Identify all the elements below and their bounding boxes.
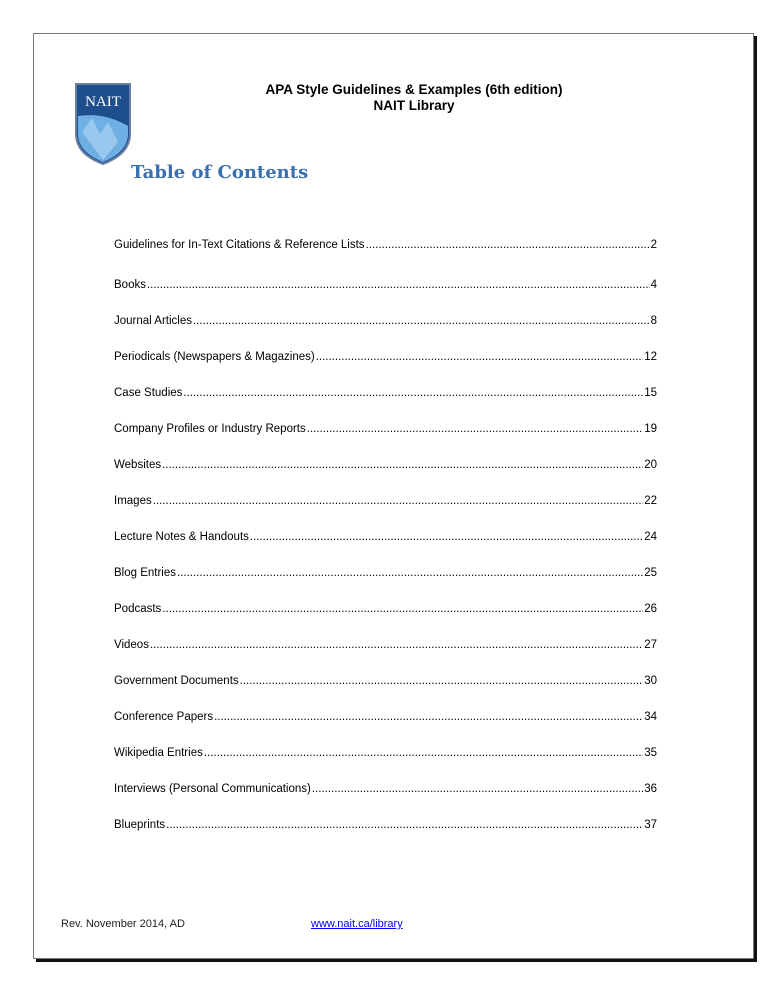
toc-leader-dots — [316, 351, 644, 363]
toc-entry-page: 19 — [644, 423, 657, 435]
toc-entry[interactable] — [114, 459, 657, 495]
toc-entry-page: 22 — [644, 495, 657, 507]
library-link[interactable]: www.nait.ca/library — [311, 918, 403, 930]
toc-entry-label: Websites — [114, 459, 162, 471]
toc-leader-dots — [162, 459, 643, 471]
toc-entry-page: 27 — [644, 639, 657, 651]
toc-entry[interactable] — [114, 387, 657, 423]
toc-leader-dots — [153, 495, 643, 507]
toc-entry-label: Interviews (Personal Communications) — [114, 783, 311, 795]
toc-entry-label: Periodicals (Newspapers & Magazines) — [114, 351, 315, 363]
toc-entry-label: Wikipedia Entries — [114, 747, 203, 759]
toc-leader-dots — [177, 567, 643, 579]
toc-entry-page: 20 — [644, 459, 657, 471]
toc-entry-page: 8 — [650, 315, 657, 327]
toc-entry-label: Guidelines for In-Text Citations & Reference Lists — [114, 239, 365, 251]
toc-entry[interactable] — [114, 675, 657, 711]
toc-leader-dots — [183, 387, 643, 399]
document-title: APA Style Guidelines & Examples (6th edition) — [265, 82, 563, 97]
toc-entry-label: Blog Entries — [114, 567, 177, 579]
toc-leader-dots — [193, 315, 650, 327]
toc-leader-dots — [162, 603, 643, 615]
toc-entry[interactable] — [114, 747, 657, 783]
toc-entry[interactable] — [114, 239, 657, 279]
toc-leader-dots — [307, 423, 643, 435]
toc-entry-label: Case Studies — [114, 387, 183, 399]
table-of-contents — [114, 239, 657, 855]
toc-entry-page: 34 — [644, 711, 657, 723]
toc-entry-page: 25 — [644, 567, 657, 579]
toc-entry-page: 12 — [644, 351, 657, 363]
svg-text:NAIT: NAIT — [85, 94, 121, 110]
toc-entry-label: Videos — [114, 639, 149, 651]
toc-entry-page: 4 — [650, 279, 657, 291]
toc-entry-label: Government Documents — [114, 675, 239, 687]
toc-entry[interactable] — [114, 495, 657, 531]
toc-entry[interactable] — [114, 423, 657, 459]
toc-entry[interactable] — [114, 603, 657, 639]
toc-entry[interactable] — [114, 711, 657, 747]
toc-entry-label: Blueprints — [114, 819, 166, 831]
toc-entry-page: 30 — [644, 675, 657, 687]
toc-entry[interactable] — [114, 567, 657, 603]
toc-leader-dots — [250, 531, 643, 543]
toc-leader-dots — [150, 639, 643, 651]
toc-entry-label: Books — [114, 279, 146, 291]
toc-entry-label: Lecture Notes & Handouts — [114, 531, 249, 543]
toc-leader-dots — [147, 279, 650, 291]
toc-entry[interactable] — [114, 783, 657, 819]
toc-entry-page: 37 — [644, 819, 657, 831]
toc-entry-label: Journal Articles — [114, 315, 192, 327]
toc-leader-dots — [204, 747, 643, 759]
toc-leader-dots — [312, 783, 643, 795]
toc-leader-dots — [214, 711, 643, 723]
toc-entry-label: Images — [114, 495, 152, 507]
document-page — [33, 33, 754, 959]
toc-leader-dots — [240, 675, 644, 687]
nait-shield-logo — [74, 82, 132, 166]
toc-entry-page: 15 — [644, 387, 657, 399]
toc-leader-dots — [366, 239, 650, 251]
toc-heading: Table of Contents — [131, 162, 309, 183]
toc-entry-page: 35 — [644, 747, 657, 759]
toc-entry-page: 24 — [644, 531, 657, 543]
toc-entry[interactable] — [114, 315, 657, 351]
toc-entry[interactable] — [114, 351, 657, 387]
toc-entry-label: Conference Papers — [114, 711, 214, 723]
toc-entry[interactable] — [114, 531, 657, 567]
toc-entry[interactable] — [114, 279, 657, 315]
toc-entry[interactable] — [114, 819, 657, 855]
toc-entry-page: 2 — [650, 239, 657, 251]
toc-entry-page: 26 — [644, 603, 657, 615]
toc-entry-page: 36 — [644, 783, 657, 795]
document-subtitle: NAIT Library — [373, 98, 455, 113]
toc-entry-label: Company Profiles or Industry Reports — [114, 423, 306, 435]
toc-entry-label: Podcasts — [114, 603, 162, 615]
toc-leader-dots — [166, 819, 643, 831]
revision-note: Rev. November 2014, AD — [61, 918, 185, 930]
toc-entry[interactable] — [114, 639, 657, 675]
